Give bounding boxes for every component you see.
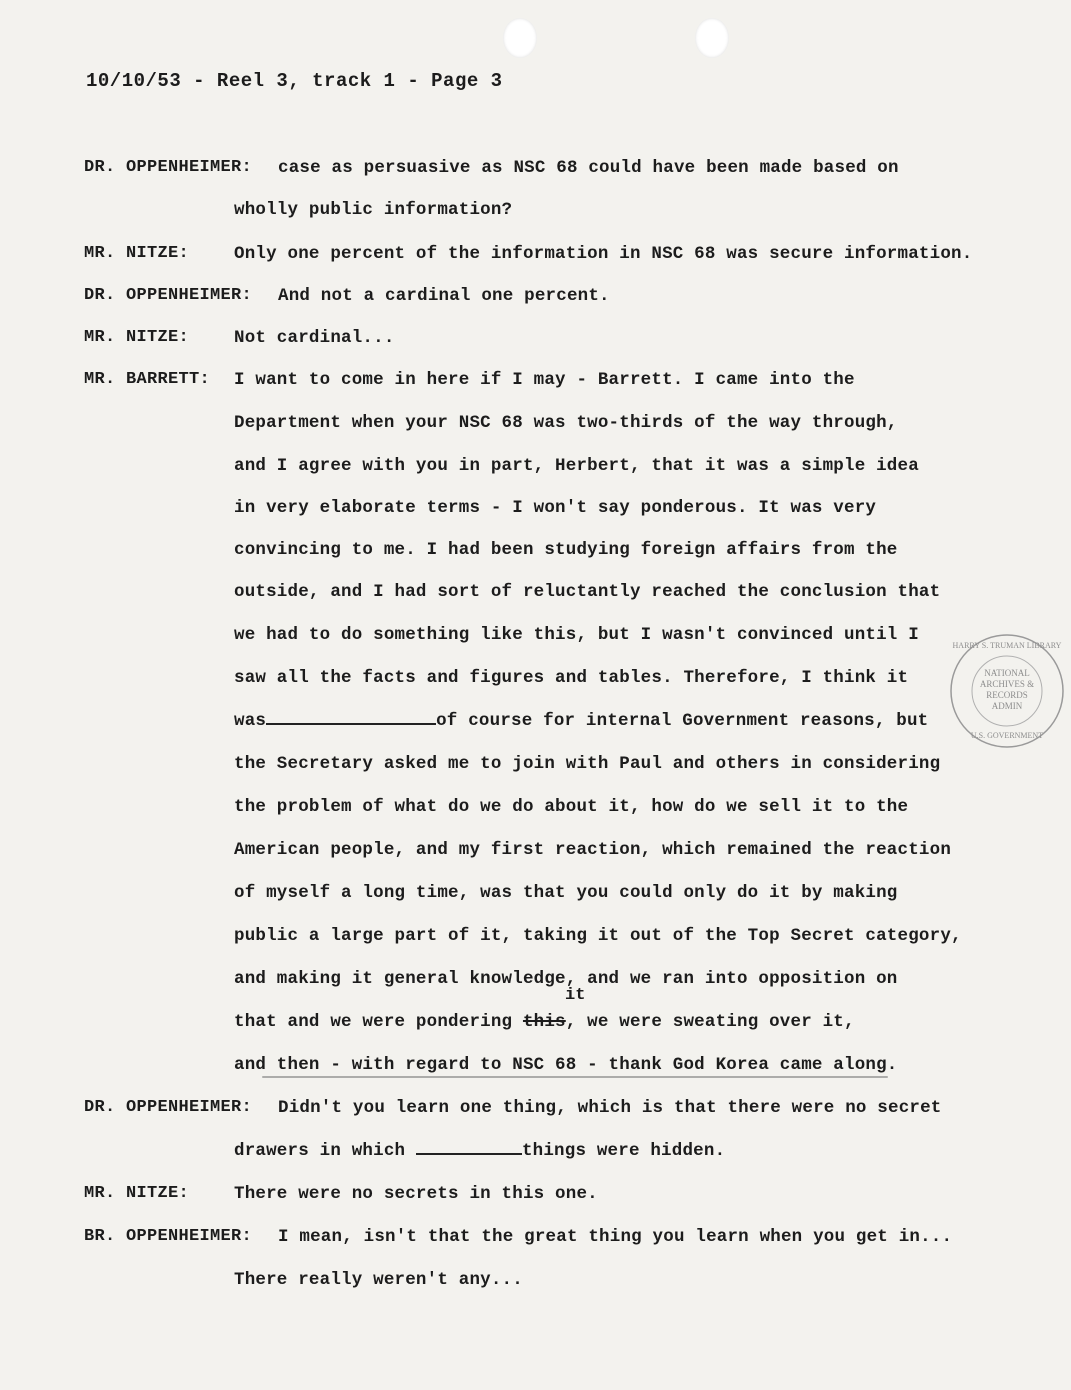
stamp-text: NATIONAL [984,668,1030,678]
stamp-text: RECORDS [986,690,1028,700]
punch-hole-left [503,18,537,58]
speaker-label: DR. OPPENHEIMER: [84,158,253,177]
transcript-line: public a large part of it, taking it out of the Top Secret category, [234,926,962,946]
transcript-line: we had to do something like this, but I wasn't convinced until I [234,625,919,645]
transcript-line: American people, and my first reaction, which remained the reaction [234,840,952,860]
line-segment: was [234,711,267,731]
pencil-underline [262,1076,888,1078]
stamp-text: HARRY S. TRUMAN LIBRARY [952,641,1062,650]
transcript-line: outside, and I had sort of reluctantly reached the conclusion that [234,582,941,602]
struck-text: this [522,1012,566,1032]
stamp-text: ARCHIVES & [979,679,1035,689]
transcript-line: There were no secrets in this one. [234,1184,598,1204]
speaker-label: DR. OPPENHEIMER: [84,1098,253,1117]
transcript-line: and then - with regard to NSC 68 - thank God Korea came along. [234,1055,898,1075]
transcript-line: Department when your NSC 68 was two-thirds of the way through, [234,413,898,433]
line-segment: things were hidden. [521,1141,726,1161]
transcript-line: Not cardinal... [234,328,395,348]
transcript-line: of myself a long time, was that you could only do it by making [234,883,898,903]
line-segment: that and we were pondering [234,1012,513,1032]
transcript-line: the problem of what do we do about it, how do we sell it to the [234,797,909,817]
transcript-line: saw all the facts and figures and tables. Therefore, I think it [234,668,909,688]
transcript-line: Didn't you learn one thing, which is that there were no secret [278,1098,942,1118]
line-segment: drawers in which [234,1141,406,1161]
punch-hole-right [695,18,729,58]
transcript-line: and making it general knowledge, and we ran into opposition on [234,969,898,989]
speaker-label: MR. NITZE: [84,244,190,263]
inserted-word: it [565,986,586,1005]
stamp-text: U.S. GOVERNMENT [970,731,1044,740]
transcript-line: case as persuasive as NSC 68 could have been made based on [278,158,899,178]
transcript-line: And not a cardinal one percent. [278,286,610,306]
speaker-label: BR. OPPENHEIMER: [84,1227,253,1246]
line-segment: of course for internal Government reasons, but [436,711,929,731]
transcript-line: in very elaborate terms - I won't say ponderous. It was very [234,498,877,518]
stamp-text: ADMIN [991,701,1023,711]
transcript-line: wholly public information? [234,200,513,220]
transcript-line: the Secretary asked me to join with Paul and others in considering [234,754,941,774]
speaker-label: DR. OPPENHEIMER: [84,286,253,305]
line-segment: , we were sweating over it, [565,1012,855,1032]
transcript-line [234,1139,725,1163]
transcript-line: I want to come in here if I may - Barrett. I came into the [234,370,855,390]
transcript-line: Only one percent of the information in NSC 68 was secure information. [234,244,973,264]
speaker-label: MR. BARRETT: [84,370,211,389]
blank-gap [266,709,436,725]
speaker-label: MR. NITZE: [84,328,190,347]
transcript-line [234,709,928,733]
page-header: 10/10/53 - Reel 3, track 1 - Page 3 [86,70,503,92]
archive-stamp [948,632,1066,750]
transcript-line: I mean, isn't that the great thing you learn when you get in... [278,1227,953,1247]
transcript-line: convincing to me. I had been studying foreign affairs from the [234,540,898,560]
transcript-line: and I agree with you in part, Herbert, that it was a simple idea [234,456,919,476]
blank-gap [416,1139,522,1155]
transcript-line [234,1010,855,1034]
speaker-label: MR. NITZE: [84,1184,190,1203]
transcript-line: There really weren't any... [234,1270,523,1290]
